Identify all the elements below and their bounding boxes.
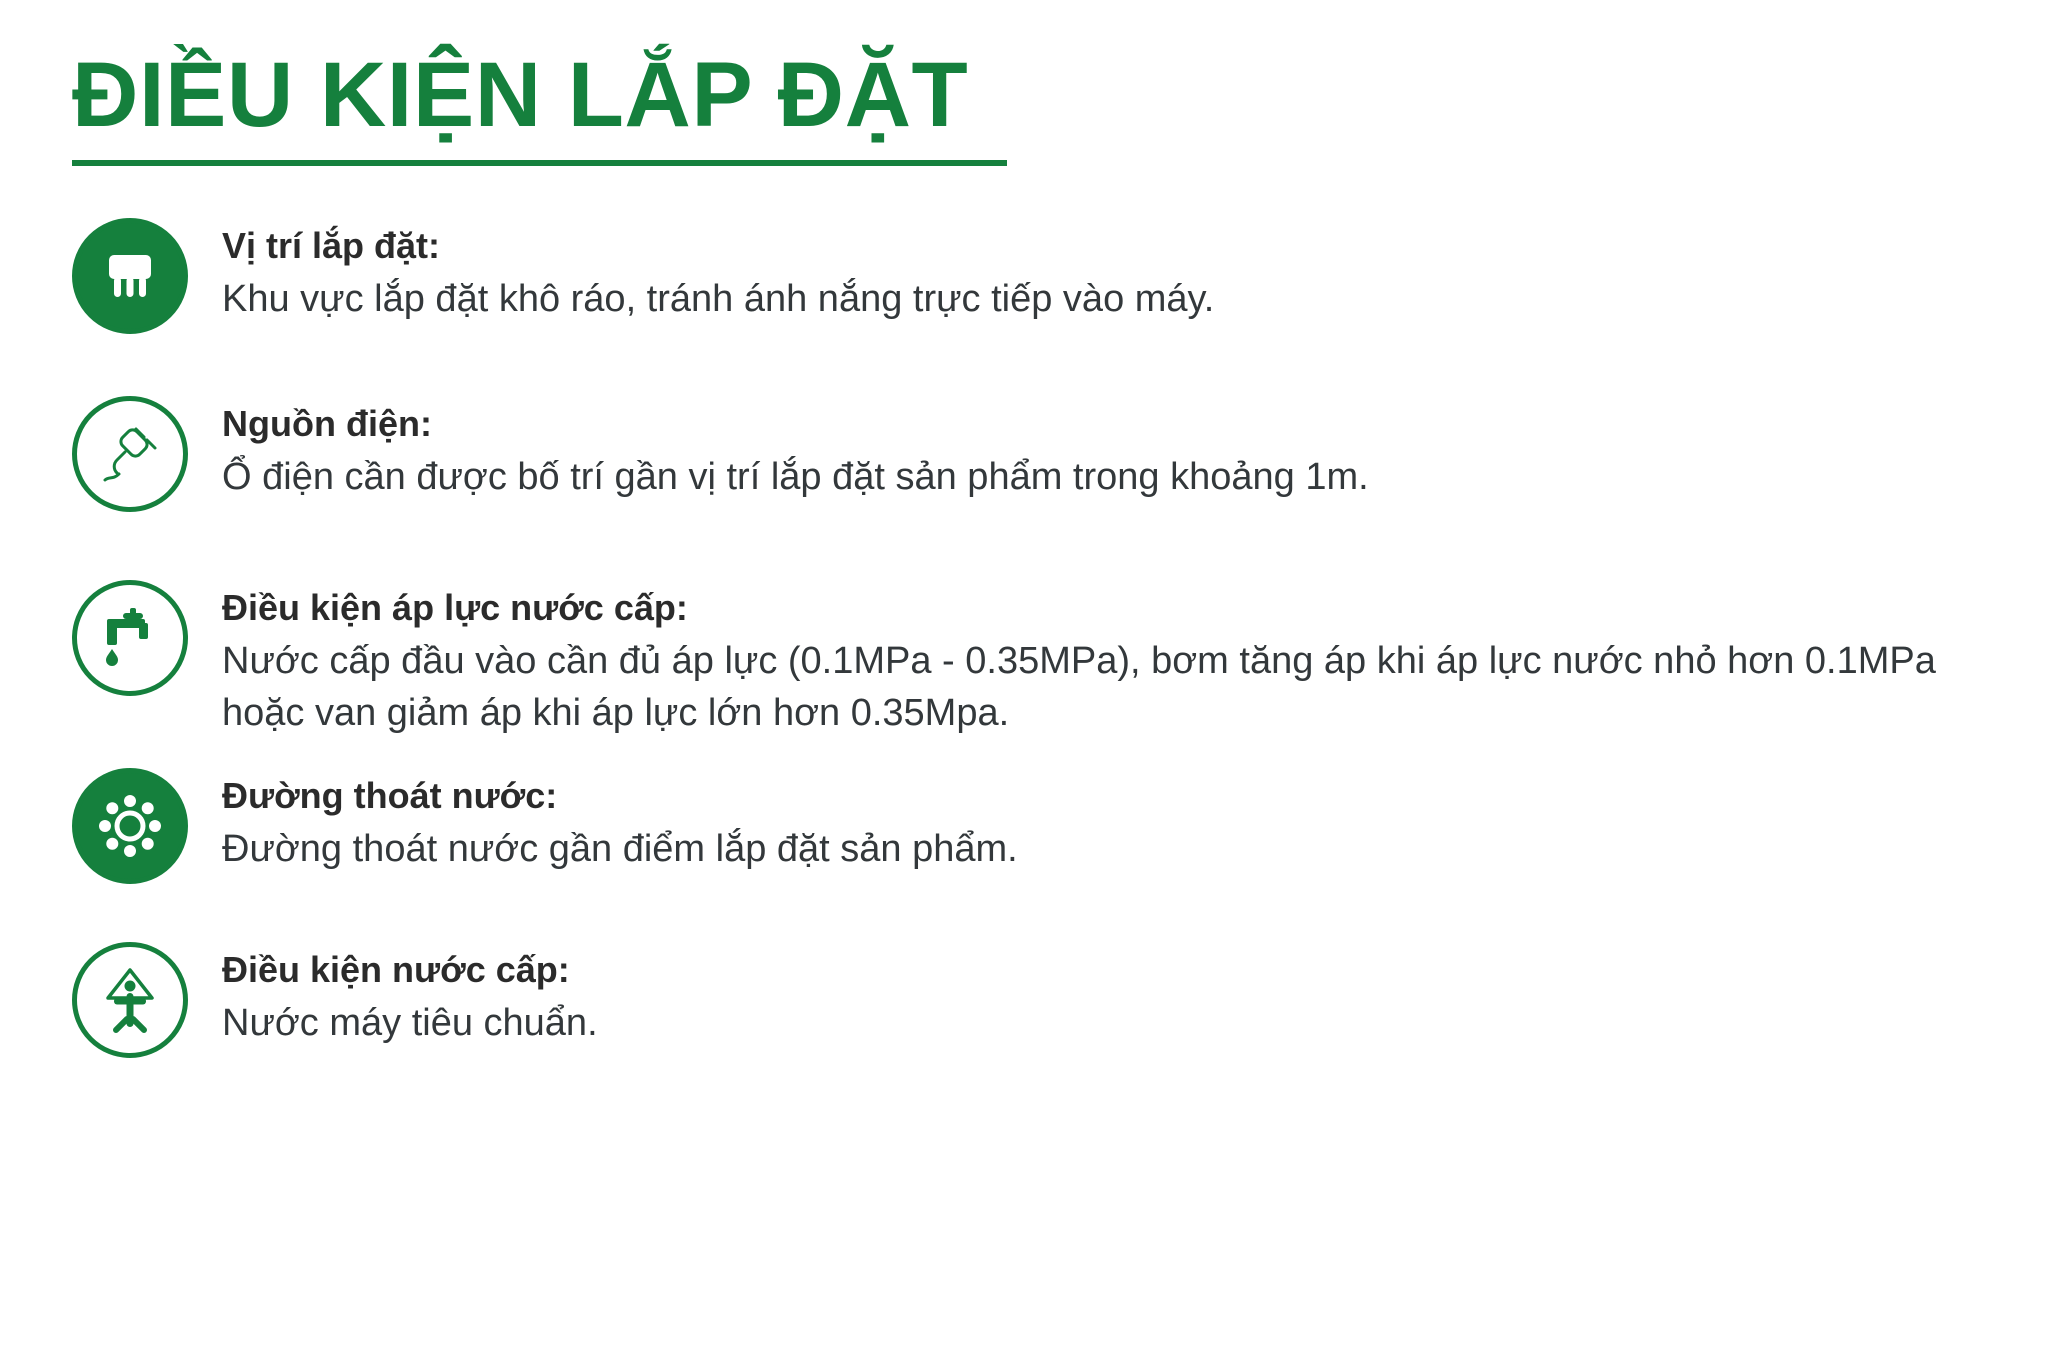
list-item-body: Nước máy tiêu chuẩn. [222, 1001, 598, 1044]
list-item-body: Nước cấp đầu vào cần đủ áp lực (0.1MPa - 0.35MPa), bơm tăng áp khi áp lực nước nhỏ hơn 0.1MPa hoặc van giảm áp khi áp lực lớn hơn 0.35Mpa. [222, 639, 1936, 735]
list-item-text [222, 218, 1214, 326]
list-item-body: Khu vực lắp đặt khô ráo, tránh ánh nắng trực tiếp vào máy. [222, 277, 1215, 320]
faucet-drop-icon [72, 580, 188, 696]
page-title: ĐIỀU KIỆN LẮP ĐẶT [72, 44, 969, 146]
list-item-heading: Vị trí lắp đặt: [222, 224, 441, 266]
title-underline [72, 160, 1007, 166]
list-item-heading: Đường thoát nước: [222, 774, 558, 816]
list-item [72, 396, 1972, 512]
power-plug-icon [72, 396, 188, 512]
drain-icon [72, 768, 188, 884]
list-item-heading: Điều kiện nước cấp: [222, 948, 570, 990]
list-item [72, 942, 1972, 1058]
title-block [72, 44, 1007, 166]
list-item-text [222, 942, 598, 1050]
list-item-body: Đường thoát nước gần điểm lắp đặt sản phẩm. [222, 827, 1018, 870]
list-item-text [222, 768, 1018, 876]
list-item [72, 768, 1972, 884]
list-item [72, 580, 1972, 740]
list-item-heading: Điều kiện áp lực nước cấp: [222, 586, 688, 628]
socket-icon [72, 218, 188, 334]
list-item-heading: Nguồn điện: [222, 402, 432, 444]
water-quality-icon [72, 942, 188, 1058]
list-item-body: Ổ điện cần được bố trí gần vị trí lắp đặt sản phẩm trong khoảng 1m. [222, 455, 1369, 498]
list-item-text [222, 396, 1369, 504]
conditions-list [72, 218, 1972, 1058]
list-item-text [222, 580, 1942, 740]
list-item [72, 218, 1972, 334]
